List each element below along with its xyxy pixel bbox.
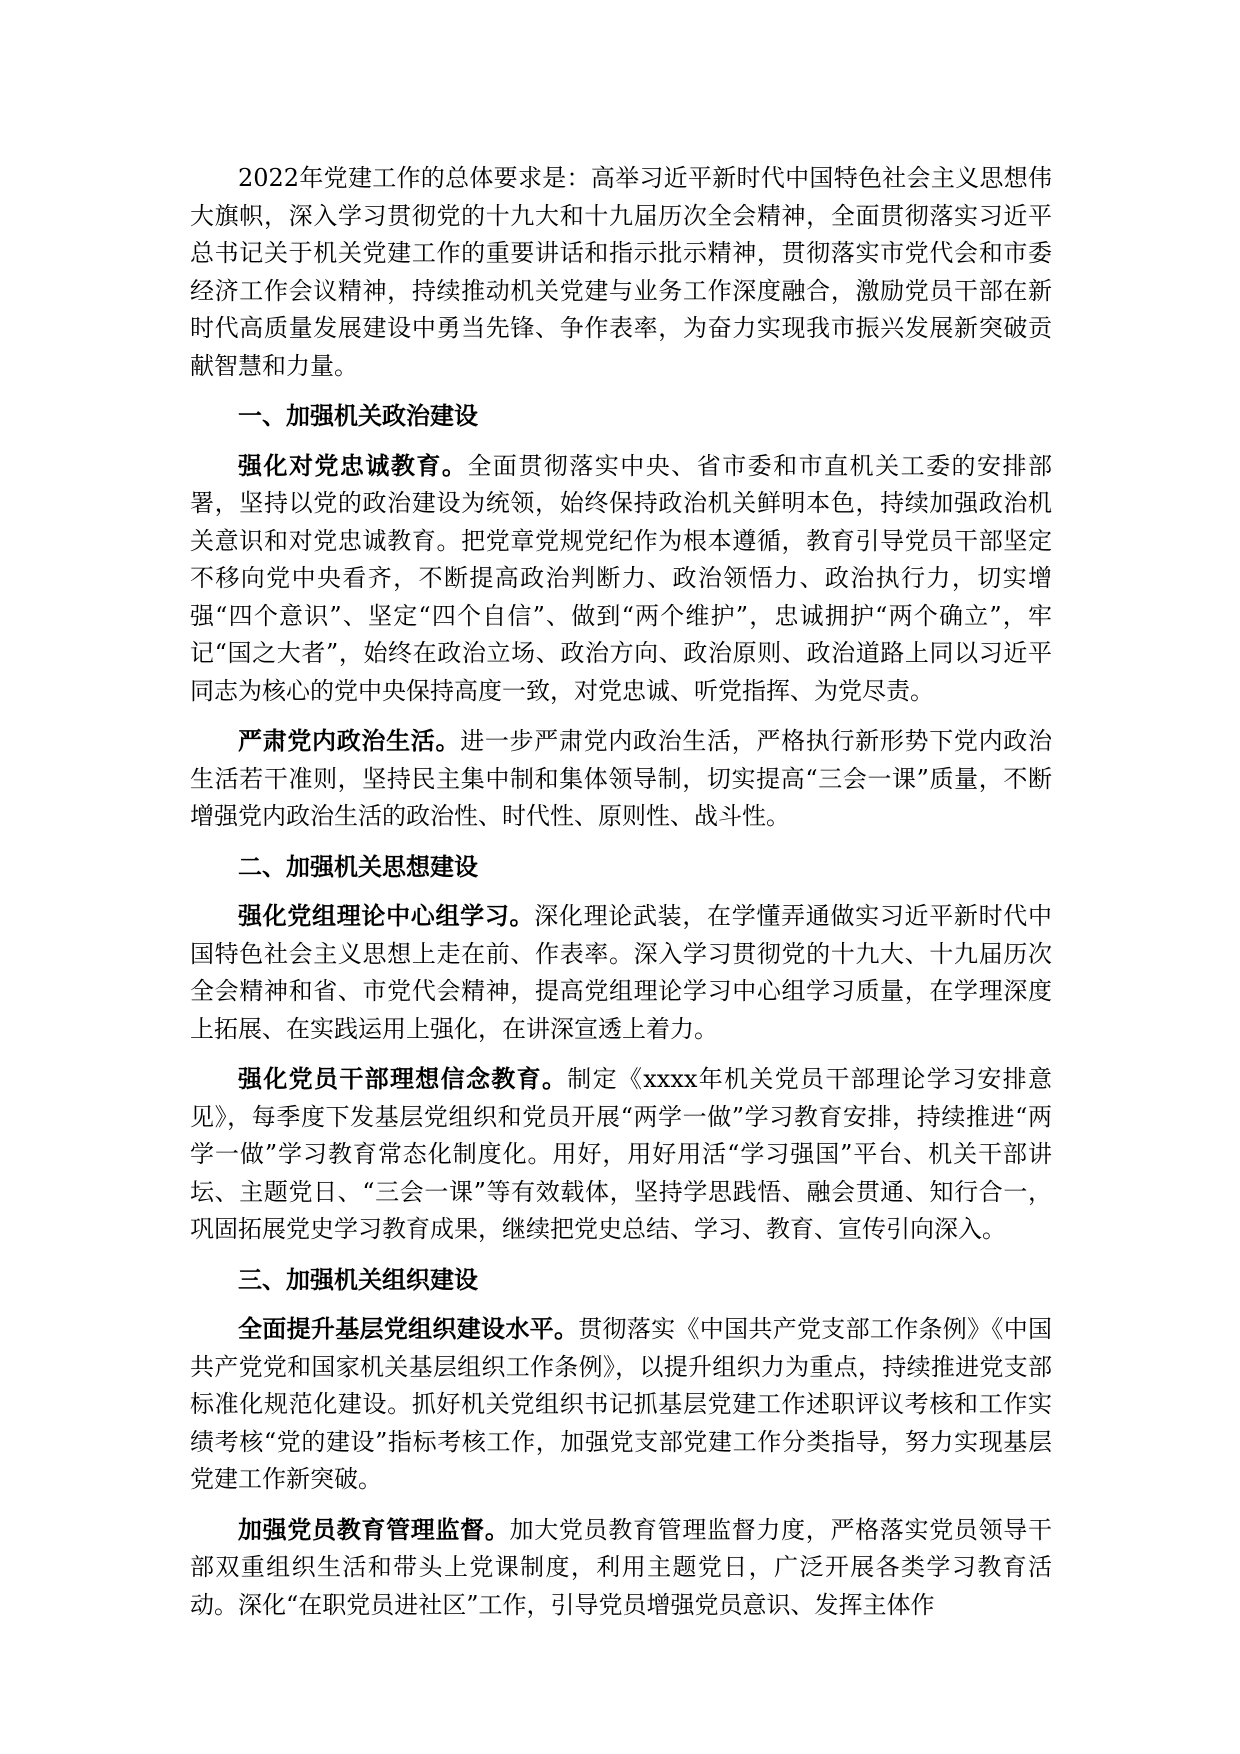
paragraph-lead: 严肃党内政治生活。	[238, 726, 461, 755]
paragraph-lead: 强化对党忠诚教育。	[238, 450, 468, 480]
intro-paragraph: 2022年党建工作的总体要求是：高举习近平新时代中国特色社会主义思想伟大旗帜，深入学习贯彻党的十九大和十九届历次全会精神，全面贯彻落实习近平总书记关于机关党建工作的重要讲话和指示批示精神，贯彻落实市党代会和市委经济工作会议精神，持续推动机关党建与业务工作深度融合，激励党员干部在新时代高质量发展建设中勇当先锋、争作表率，为奋力实现我市振兴发展新突破贡献智慧和力量。	[190, 164, 1052, 380]
paragraph-lead: 强化党组理论中心组学习。	[238, 901, 535, 930]
paragraph-ideals-education	[190, 1060, 1052, 1249]
paragraph-political-life	[190, 722, 1052, 836]
paragraph-lead: 强化党员干部理想信念教育。	[238, 1064, 568, 1093]
paragraph-member-supervision	[190, 1511, 1052, 1625]
section-heading-political: 一、加强机关政治建设	[238, 401, 478, 430]
document-page	[190, 160, 1052, 1636]
paragraph-grassroots-organization	[190, 1310, 1052, 1499]
paragraph-text: 加大党员教育管理监督力度，严格落实党员领导干部双重组织生活和带头上党课制度，利用主题党日，广泛开展各类学习教育活动。深化“在职党员进社区”工作，引导党员增强党员意识、发挥主体作	[190, 1515, 1052, 1619]
section-heading-ideological: 二、加强机关思想建设	[238, 851, 478, 881]
paragraph-text: 全面贯彻落实中央、省市委和市直机关工委的安排部署，坚持以党的政治建设为统领，始终保持政治机关鲜明本色，持续加强政治机关意识和对党忠诚教育。把党章党规党纪作为根本遵循，教育引导党员干部坚定不移向党中央看齐，不断提高政治判断力、政治领悟力、政治执行力，切实增强“四个意识”、坚定“四个自信”、做到“两个维护”，忠诚拥护“两个确立”，牢记“国之大者”，始终在政治立场、政治方向、政治原则、政治道路上同以习近平同志为核心的党中央保持高度一致，对党忠诚、听党指挥、为党尽责。	[190, 451, 1053, 705]
paragraph-loyalty-education	[190, 447, 1052, 711]
paragraph-text: 贯彻落实《中国共产党支部工作条例》《中国共产党党和国家机关基层组织工作条例》，以提升组织力为重点，持续推进党支部标准化规范化建设。抓好机关党组织书记抓基层党建工作述职评议考核和工作实绩考核“党的建设”指标考核工作，加强党支部党建工作分类指导，努力实现基层党建工作新突破。	[190, 1315, 1053, 1493]
paragraph-text: 进一步严肃党内政治生活，严格执行新形势下党内政治生活若干准则，坚持民主集中制和集体领导制，切实提高“三会一课”质量，不断增强党内政治生活的政治性、时代性、原则性、战斗性。	[190, 727, 1052, 830]
paragraph-theory-study	[190, 897, 1052, 1048]
section-heading-organizational: 三、加强机关组织建设	[238, 1264, 478, 1294]
paragraph-lead: 全面提升基层党组织建设水平。	[238, 1314, 579, 1343]
paragraph-text: 制定《xxxx年机关党员干部理论学习安排意见》，每季度下发基层党组织和党员开展“两学一做”学习教育安排，持续推进“两学一做”学习教育常态化制度化。用好，用好用活“学习强国”平台、机关干部讲坛、主题党日、“三会一课”等有效载体，坚持学思践悟、融会贯通、知行合一，巩固拓展党史学习教育成果，继续把党史总结、学习、教育、宣传引向深入。	[190, 1065, 1053, 1243]
paragraph-lead: 加强党员教育管理监督。	[238, 1514, 510, 1544]
paragraph-text: 深化理论武装，在学懂弄通做实习近平新时代中国特色社会主义思想上走在前、作表率。深入学习贯彻党的十九大、十九届历次全会精神和省、市党代会精神，提高党组理论学习中心组学习质量，在学理深度上拓展、在实践运用上强化，在讲深宣透上着力。	[190, 902, 1052, 1043]
